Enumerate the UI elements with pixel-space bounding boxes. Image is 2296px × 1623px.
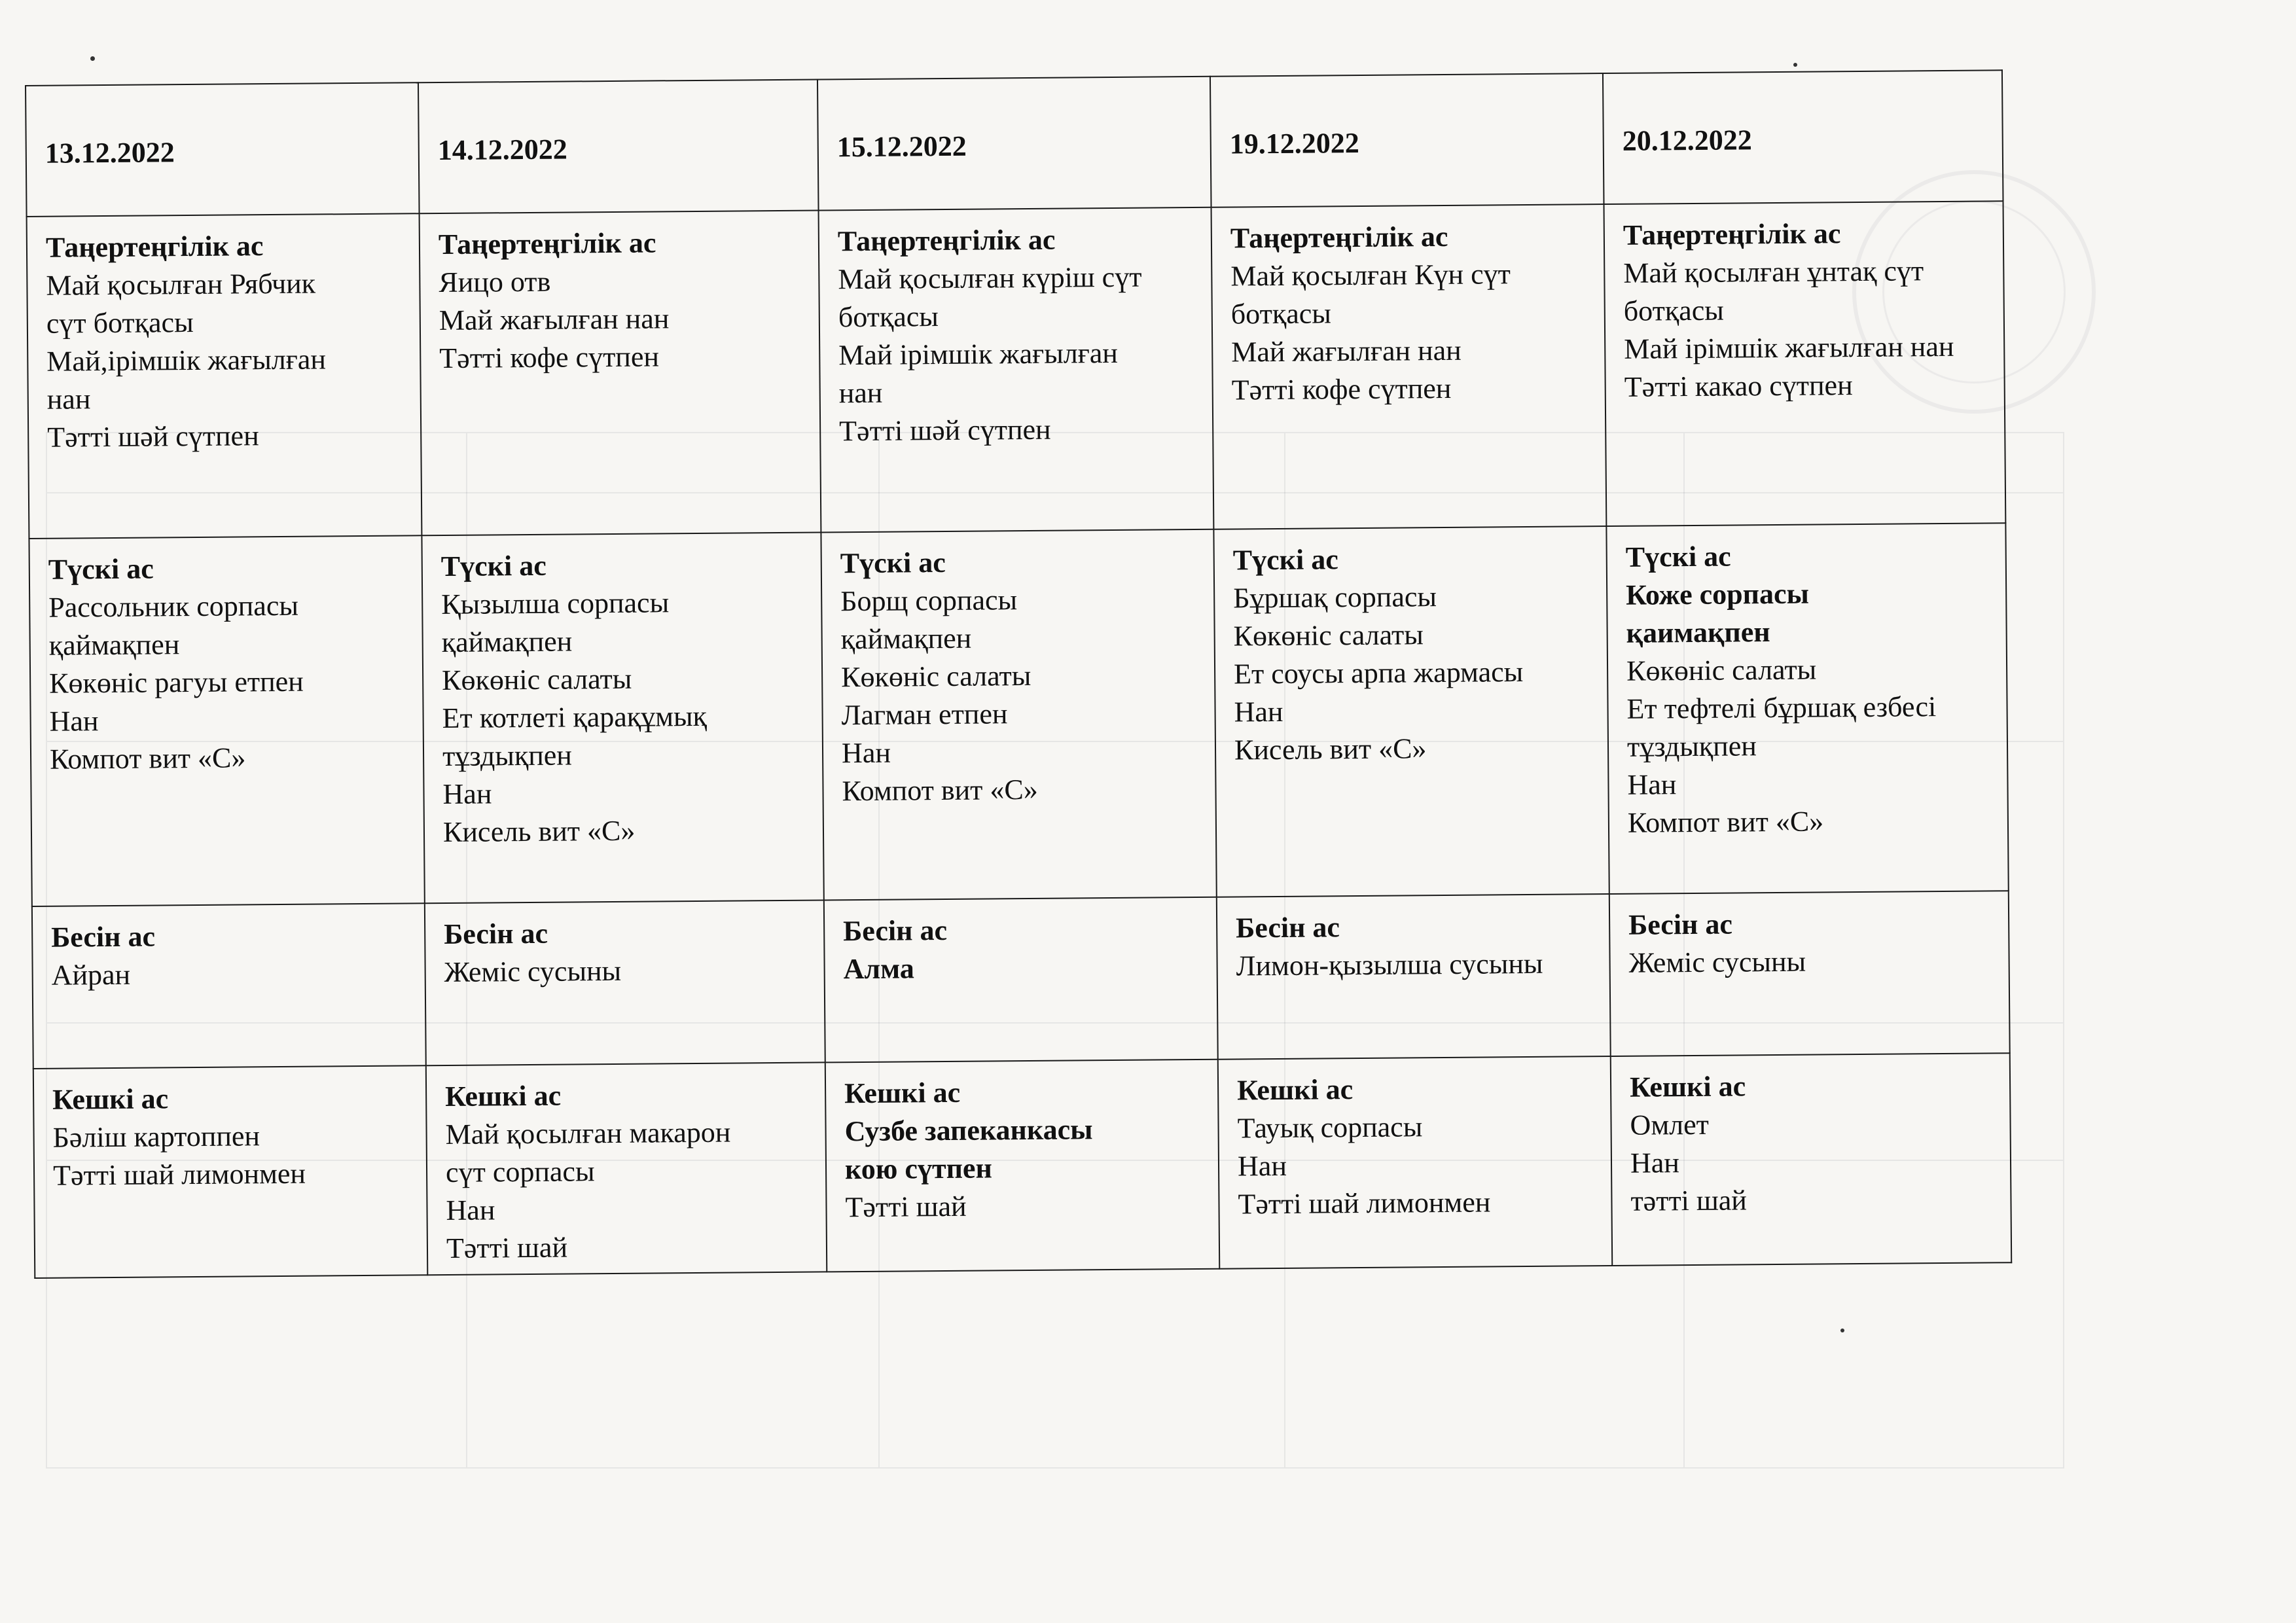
dish-item: Нан xyxy=(1237,1149,1287,1183)
dish-item: Тәтті шай лимонмен xyxy=(52,1157,306,1192)
snack-cell xyxy=(824,897,1218,1063)
dish-item: Нан xyxy=(1234,695,1283,728)
meal-title: Таңертеңгілік ас xyxy=(837,223,1056,258)
meal-title: Бесін ас xyxy=(51,920,156,954)
dish-item: Компот вит «С» xyxy=(842,773,1038,808)
breakfast-cell xyxy=(1604,201,2006,526)
dinner-cell xyxy=(825,1060,1219,1272)
scan-speck xyxy=(1793,63,1797,67)
meal-title: Бесін ас xyxy=(444,917,548,951)
dish-item: Нан xyxy=(49,705,99,738)
meal-title: Кешкі ас xyxy=(1236,1073,1354,1107)
dish-item: Нан xyxy=(1627,768,1677,801)
dish-item: Көкөніс салаты xyxy=(840,659,1031,694)
date-cell: 13.12.2022 xyxy=(26,82,420,217)
meal-title: Кешкі ас xyxy=(844,1076,961,1110)
dish-item: Май қосылған Күн сүт xyxy=(1230,258,1511,293)
dish-item: Май ірімшік жағылған нан xyxy=(1624,330,1954,365)
dish-item: Бұршақ сорпасы xyxy=(1233,580,1437,615)
dish-item: Көкөніс салаты xyxy=(1233,618,1424,652)
dish-item: Кисель вит «С» xyxy=(442,814,636,849)
lunch-cell xyxy=(821,529,1216,901)
dish-item: Қызылша сорпасы xyxy=(441,586,670,621)
snack-cell xyxy=(1217,894,1611,1060)
date-cell: 15.12.2022 xyxy=(817,77,1211,211)
dish-item: Май қосылған күріш сүт xyxy=(838,260,1142,296)
dish-item: ботқасы xyxy=(838,300,939,334)
dish-item: қаимақпен xyxy=(1626,616,1770,649)
scan-speck xyxy=(1840,1329,1844,1332)
dish-item: Тәтті какао сүтпен xyxy=(1624,369,1853,403)
dish-item: Ет соусы арпа жармасы xyxy=(1233,656,1524,690)
dish-item: Борщ сорпасы xyxy=(840,584,1018,618)
meal-title: Түскі ас xyxy=(840,546,946,580)
meal-title: Таңертеңгілік ас xyxy=(438,226,656,261)
dish-item: Тәтті шай xyxy=(845,1190,967,1224)
meal-title: Кешкі ас xyxy=(52,1082,169,1116)
dish-item: Жеміс сусыны xyxy=(444,954,622,989)
dish-item: Жеміс сусыны xyxy=(1628,945,1806,979)
dish-item: Май жағылған нан xyxy=(439,302,670,337)
dish-item: Май қосылған Рябчик xyxy=(46,267,316,302)
meal-title: Кешкі ас xyxy=(1629,1070,1746,1103)
meal-title: Түскі ас xyxy=(48,552,154,586)
date-cell: 19.12.2022 xyxy=(1210,73,1604,207)
dish-item: қаймақпен xyxy=(48,628,180,662)
lunch-row xyxy=(29,523,2008,906)
dish-item: Көкөніс рагуы етпен xyxy=(48,665,304,700)
dish-item: тұздықпен xyxy=(442,739,573,773)
breakfast-row xyxy=(27,201,2006,539)
dish-item: Тәтті шәй сүтпен xyxy=(47,419,259,454)
meal-title: Түскі ас xyxy=(440,549,547,583)
dish-item: Май,ірімшік жағылған xyxy=(46,343,327,378)
dish-item: Май жағылған нан xyxy=(1231,334,1462,368)
dish-item: Лагман етпен xyxy=(841,698,1008,732)
dinner-cell xyxy=(1218,1056,1612,1269)
dish-item: Компот вит «С» xyxy=(49,741,246,776)
dish-item: Көкөніс салаты xyxy=(441,662,632,697)
dish-item: Көкөніс салаты xyxy=(1626,653,1817,687)
dish-item: Сузбе запеканкасы xyxy=(844,1113,1093,1148)
date-cell: 14.12.2022 xyxy=(418,79,819,213)
dish-item: Тәтті кофе сүтпен xyxy=(439,340,660,375)
meal-title: Таңертеңгілік ас xyxy=(1230,220,1448,255)
dish-item: Компот вит «С» xyxy=(1627,805,1824,839)
dish-item: ботқасы xyxy=(1623,294,1725,327)
dish-item: Май ірімшік жағылған xyxy=(838,336,1119,372)
dish-item: Рассольник сорпасы xyxy=(48,589,299,624)
lunch-cell xyxy=(1606,523,2008,894)
dish-item: тәтті шай xyxy=(1630,1184,1748,1217)
lunch-cell xyxy=(422,532,823,903)
meal-title: Бесін ас xyxy=(1235,911,1340,944)
dish-item: Лимон-қызылша сусыны xyxy=(1236,947,1543,982)
dish-item: Май қосылған макарон xyxy=(445,1116,731,1151)
dish-item: Тәтті кофе сүтпен xyxy=(1231,372,1452,406)
dish-item: Бәліш картоппен xyxy=(52,1120,260,1154)
dish-item: сүт ботқасы xyxy=(46,306,194,340)
dish-item: сүт сорпасы xyxy=(445,1155,595,1188)
dinner-cell xyxy=(1611,1053,2011,1266)
dish-item: Айран xyxy=(51,958,131,991)
dish-item: Тауық сорпасы xyxy=(1237,1111,1423,1145)
menu-sheet xyxy=(25,69,2011,1279)
meal-title: Бесін ас xyxy=(1628,908,1733,941)
dish-item: Ет тефтелі бұршақ езбесі xyxy=(1626,690,1937,725)
breakfast-cell xyxy=(819,207,1214,533)
breakfast-cell xyxy=(1211,204,1607,529)
dinner-cell xyxy=(33,1065,427,1278)
date-cell: 20.12.2022 xyxy=(1603,70,2003,204)
breakfast-cell xyxy=(27,213,422,539)
dish-item: қаймақпен xyxy=(840,622,972,656)
dish-item: Май қосылған ұнтақ сүт xyxy=(1623,255,1924,289)
dish-item: ботқасы xyxy=(1230,297,1332,330)
menu-table xyxy=(25,69,2012,1279)
dish-item: Тәтті шай xyxy=(446,1231,568,1264)
dish-item: Тәтті шәй сүтпен xyxy=(838,413,1051,448)
meal-title: Бесін ас xyxy=(842,914,948,948)
dish-item: қаймақпен xyxy=(441,625,573,659)
snack-cell xyxy=(1609,891,2010,1056)
lunch-cell xyxy=(29,535,424,906)
breakfast-cell xyxy=(420,210,821,535)
snack-row xyxy=(32,891,2010,1069)
date-row xyxy=(26,70,2003,217)
snack-cell xyxy=(425,900,825,1065)
dish-item: Ет котлеті қарақұмық xyxy=(442,700,708,735)
meal-title: Түскі ас xyxy=(1625,540,1731,573)
dish-item: нан xyxy=(46,383,91,416)
dish-item: Кисель вит «С» xyxy=(1234,732,1427,766)
meal-title: Таңертеңгілік ас xyxy=(45,230,264,264)
dish-item: Нан xyxy=(1630,1147,1680,1179)
dish-item: Алма xyxy=(843,952,914,986)
dish-item: Нан xyxy=(442,777,492,811)
meal-title: Кешкі ас xyxy=(444,1079,562,1113)
lunch-cell xyxy=(1213,526,1609,897)
scan-speck xyxy=(90,56,95,61)
dish-item: нан xyxy=(838,376,883,410)
meal-title: Түскі ас xyxy=(1232,543,1338,577)
dish-item: Яицо отв xyxy=(439,265,551,299)
dish-item: тұздықпен xyxy=(1626,730,1757,763)
dish-item: Омлет xyxy=(1630,1108,1710,1141)
dish-item: кою сүтпен xyxy=(844,1152,993,1186)
snack-cell xyxy=(32,903,426,1069)
dinner-row xyxy=(33,1053,2011,1278)
dish-item: Тәтті шай лимонмен xyxy=(1238,1186,1491,1221)
dish-item: Нан xyxy=(841,736,891,770)
dinner-cell xyxy=(426,1062,827,1275)
meal-title: Таңертеңгілік ас xyxy=(1623,217,1841,251)
dish-item: Нан xyxy=(446,1194,495,1226)
dish-item: Коже сорпасы xyxy=(1626,577,1810,611)
